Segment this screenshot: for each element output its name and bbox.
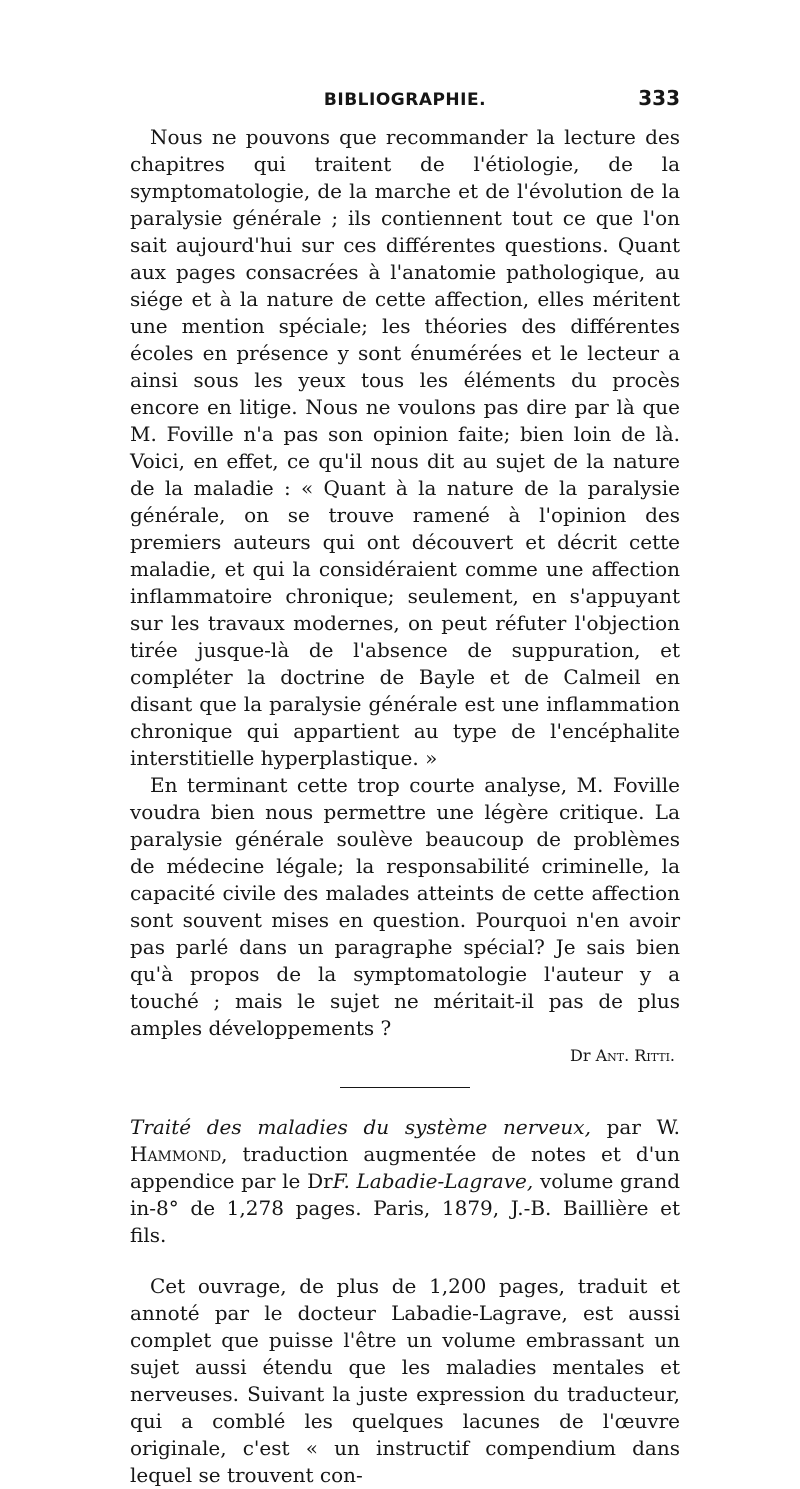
citation-description-1: traduction augmentée de notes et d'un appendice par le: [130, 1142, 680, 1193]
book-title: Traité des maladies du système nerveux,: [130, 1115, 591, 1139]
citation-description-2: volume grand in-8° de 1,278 pages. Paris, 1879, J.-B. Baillière et fils.: [130, 1169, 681, 1247]
book-citation: [130, 1114, 680, 1249]
review-paragraph-critique: En terminant cette trop courte analyse, M. Foville voudra bien nous permettre une légère critique. La paralysie générale soulève beaucoup de problèmes de médecine légale; la responsabilité criminelle, la capacité civile des malades atteints de cette affection sont souvent mises en question. Pourquoi n'en avoir pas parlé dans un paragraphe spécial? Je sais bien qu'à propos de la symptomatologie l'auteur y a touché ; mais le sujet ne méritait-il pas de plus amples développements ?: [130, 773, 680, 1040]
running-title: BIBLIOGRAPHIE.: [323, 90, 487, 110]
signature-name: Ant. Ritti.: [595, 1046, 675, 1065]
citation-by: par: [606, 1115, 641, 1139]
book-author: W. Hammond,: [130, 1115, 681, 1166]
page-number: 333: [638, 86, 680, 110]
translator-title: Dr: [307, 1169, 333, 1193]
review-paragraph-etiology: Nous ne pouvons que recommander la lecture des chapitres qui traitent de l'étiologie, de la symptomatologie, de la marche et de l'évolution de la paralysie générale ; ils contiennent tout ce que l'on sait aujourd'hui sur ces différentes questions. Quant aux pages consacrées à l'anatomie pathologique, au siége et à la nature de cette affection, elles méritent une mention spéciale; les théories des différentes écoles en présence y sont énumérées et le lecteur a ainsi sous les yeux tous les éléments du procès encore en litige. Nous ne voulons pas dire par là que M. Foville n'a pas son opinion faite; bien loin de là. Voici, en effet, ce qu'il nous dit au sujet de la nature de la maladie : « Quant à la nature de la paralysie générale, on se trouve ramené à l'opinion des premiers auteurs qui ont découvert et décrit cette maladie, et qui la considéraient comme une affection inflammatoire chronique; seulement, en s'appuyant sur les travaux modernes, on peut réfuter l'objection tirée jusque-là de l'absence de suppuration, et compléter la doctrine de Bayle et de Calmeil en disant que la paralysie générale est une inflammation chronique qui appartient au type de l'encéphalite interstitielle hyperplastique. »: [130, 125, 680, 770]
page-body: [130, 124, 680, 1489]
review-signature: [130, 1042, 680, 1069]
page-header: [130, 86, 680, 116]
section-divider: [340, 1087, 470, 1088]
review-paragraph-hammond: Cet ouvrage, de plus de 1,200 pages, traduit et annoté par le docteur Labadie-Lagrave, est aussi complet que puisse l'être un volume embrassant un sujet aussi étendu que les maladies mentales et nerveuses. Suivant la juste expression du traducteur, qui a comblé les quelques lacunes de l'œuvre originale, c'est « un instructif compendium dans lequel se trouvent con-: [130, 1274, 680, 1487]
signature-title: Dr: [570, 1046, 591, 1065]
translator-name: F. Labadie-Lagrave,: [332, 1169, 534, 1193]
